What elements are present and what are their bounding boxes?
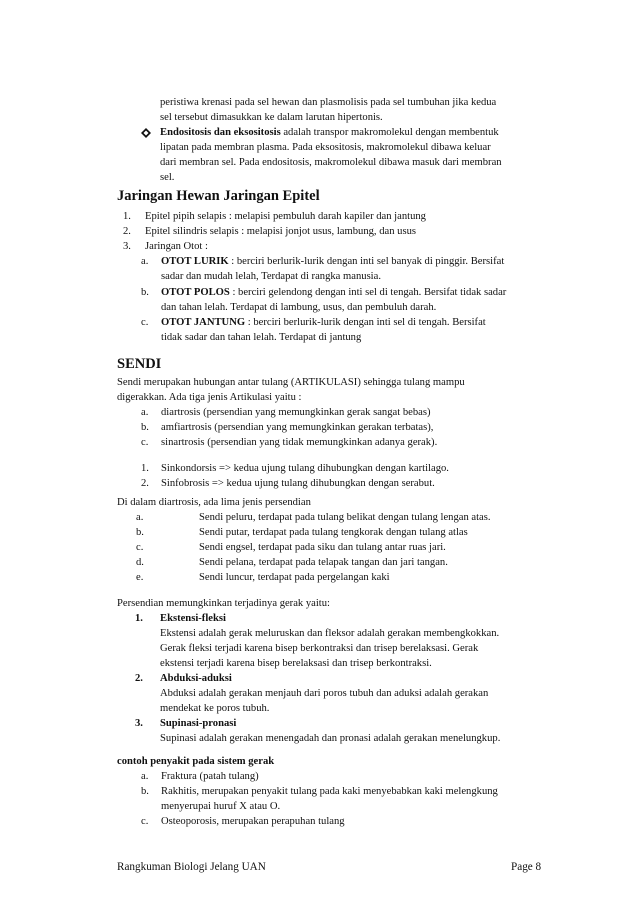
list-letter: b. — [136, 527, 144, 538]
list-item: Sendi putar, terdapat pada tulang tengkorak dengan tulang atlas — [199, 527, 468, 538]
list-item: OTOT POLOS : berciri gelendong dengan inti sel di tengah. Bersifat tidak sadar — [161, 287, 507, 298]
gerak-title: Supinasi-pronasi — [160, 718, 237, 729]
list-item: Sendi pelana, terdapat pada telapak tangan dan jari tangan. — [199, 557, 448, 568]
gerak-title: Ekstensi-fleksi — [160, 613, 226, 624]
list-letter: a. — [141, 771, 149, 782]
list-letter: c. — [136, 542, 144, 553]
otot-term: OTOT LURIK — [161, 256, 229, 267]
bullet-line: lipatan pada membran plasma. Pada eksositosis, makromolekul dibawa keluar — [160, 142, 491, 153]
list-number: 2. — [135, 673, 143, 684]
bullet-line: sel. — [160, 172, 175, 183]
bullet-line — [160, 125, 548, 140]
gerak-intro: Persendian memungkinkan terjadinya gerak yaitu: — [117, 598, 330, 609]
list-item: Sinkondorsis => kedua ujung tulang dihubungkan dengan kartilago. — [161, 463, 449, 474]
list-item: OTOT JANTUNG : berciri berlurik-lurik dengan inti sel di tengah. Bersifat — [161, 317, 486, 328]
list-number: 1. — [141, 463, 149, 474]
list-item: amfiartrosis (persendian yang memungkinkan gerakan terbatas), — [161, 422, 434, 433]
bullet-text: adalah transpor makromolekul dengan membentuk — [280, 127, 499, 138]
gerak-text: Ekstensi adalah gerak meluruskan dan fleksor adalah gerakan membengkokkan. — [160, 628, 500, 639]
list-item-cont: menyerupai huruf X atau O. — [161, 801, 281, 812]
list-number: 1. — [123, 211, 131, 222]
list-number: 1. — [135, 613, 143, 624]
list-item-cont: tidak sadar dan tahan lelah. Terdapat di jantung — [161, 332, 362, 343]
list-letter: c. — [141, 317, 149, 328]
gerak-text: Supinasi adalah gerakan menengadah dan pronasi adalah gerakan menelungkup. — [160, 733, 501, 744]
list-item: Osteoporosis, merupakan perapuhan tulang — [161, 816, 345, 827]
list-item: Epitel pipih selapis : melapisi pembuluh darah kapiler dan jantung — [145, 211, 426, 222]
section-heading-jaringan: Jaringan Hewan Jaringan Epitel — [117, 188, 320, 204]
gerak-text: Abduksi adalah gerakan menjauh dari poros tubuh dan aduksi adalah gerakan — [160, 688, 489, 699]
gerak-text: mendekat ke poros tubuh. — [160, 703, 270, 714]
penyakit-heading: contoh penyakit pada sistem gerak — [117, 756, 275, 767]
list-letter: e. — [136, 572, 144, 583]
list-item: OTOT LURIK : berciri berlurik-lurik dengan inti sel banyak di pinggir. Bersifat — [161, 256, 505, 267]
otot-term: OTOT POLOS — [161, 287, 230, 298]
gerak-title: Abduksi-aduksi — [160, 673, 232, 684]
footer-title: Rangkuman Biologi Jelang UAN — [117, 861, 266, 873]
list-item-cont: sadar dan mudah lelah, Terdapat di rangka manusia. — [161, 271, 381, 282]
list-letter: a. — [141, 407, 149, 418]
list-item: Sendi peluru, terdapat pada tulang belikat dengan tulang lengan atas. — [199, 512, 491, 523]
list-item-cont: dan tahan lelah. Terdapat di lambung, usus, dan pembuluh darah. — [161, 302, 437, 313]
list-letter: d. — [136, 557, 144, 568]
sendi-intro: digerakkan. Ada tiga jenis Artikulasi yaitu : — [117, 392, 302, 403]
list-letter: c. — [141, 437, 149, 448]
sendi-intro: Sendi merupakan hubungan antar tulang (ARTIKULASI) sehingga tulang mampu — [117, 377, 465, 388]
list-number: 3. — [135, 718, 143, 729]
gerak-text: ekstensi terjadi karena bisep berelaksasi dan trisep berkontraksi. — [160, 658, 432, 669]
list-item: Sendi engsel, terdapat pada siku dan tulang antar ruas jari. — [199, 542, 446, 553]
list-letter: a. — [141, 256, 149, 267]
list-item: Sinfobrosis => kedua ujung tulang dihubungkan dengan serabut. — [161, 478, 435, 489]
intro-line: peristiwa krenasi pada sel hewan dan plasmolisis pada sel tumbuhan jika kedua — [160, 97, 497, 108]
page-number: Page 8 — [511, 861, 542, 873]
gerak-text: Gerak fleksi terjadi karena bisep berkontraksi dan trisep berelaksasi. Gerak — [160, 643, 479, 654]
diartrosis-intro: Di dalam diartrosis, ada lima jenis persendian — [117, 497, 311, 508]
bullet-line: dari membran sel. Pada endositosis, makromolekul dibawa masuk dari membran — [160, 157, 502, 168]
list-letter: a. — [136, 512, 144, 523]
list-item: Sendi luncur, terdapat pada pergelangan kaki — [199, 572, 390, 583]
list-letter: b. — [141, 422, 149, 433]
section-heading-sendi: SENDI — [117, 356, 162, 372]
list-item: Jaringan Otot : — [145, 241, 208, 252]
list-item: sinartrosis (persendian yang tidak memungkinkan adanya gerak). — [161, 437, 438, 448]
list-letter: b. — [141, 287, 149, 298]
list-item: Epitel silindris selapis : melapisi jonjot usus, lambung, dan usus — [145, 226, 417, 237]
list-number: 3. — [123, 241, 131, 252]
list-number: 2. — [123, 226, 131, 237]
list-item: Rakhitis, merupakan penyakit tulang pada kaki menyebabkan kaki melengkung — [161, 786, 498, 797]
otot-term: OTOT JANTUNG — [161, 317, 246, 328]
bullet-term: Endositosis dan eksositosis — [160, 127, 281, 138]
diamond-bullet-icon — [141, 128, 151, 138]
list-item: Fraktura (patah tulang) — [161, 771, 259, 782]
list-letter: c. — [141, 816, 149, 827]
list-letter: b. — [141, 786, 149, 797]
list-number: 2. — [141, 478, 149, 489]
list-item: diartrosis (persendian yang memungkinkan gerak sangat bebas) — [161, 407, 431, 418]
intro-line: sel tersebut dimasukkan ke dalam larutan hipertonis. — [160, 112, 383, 123]
